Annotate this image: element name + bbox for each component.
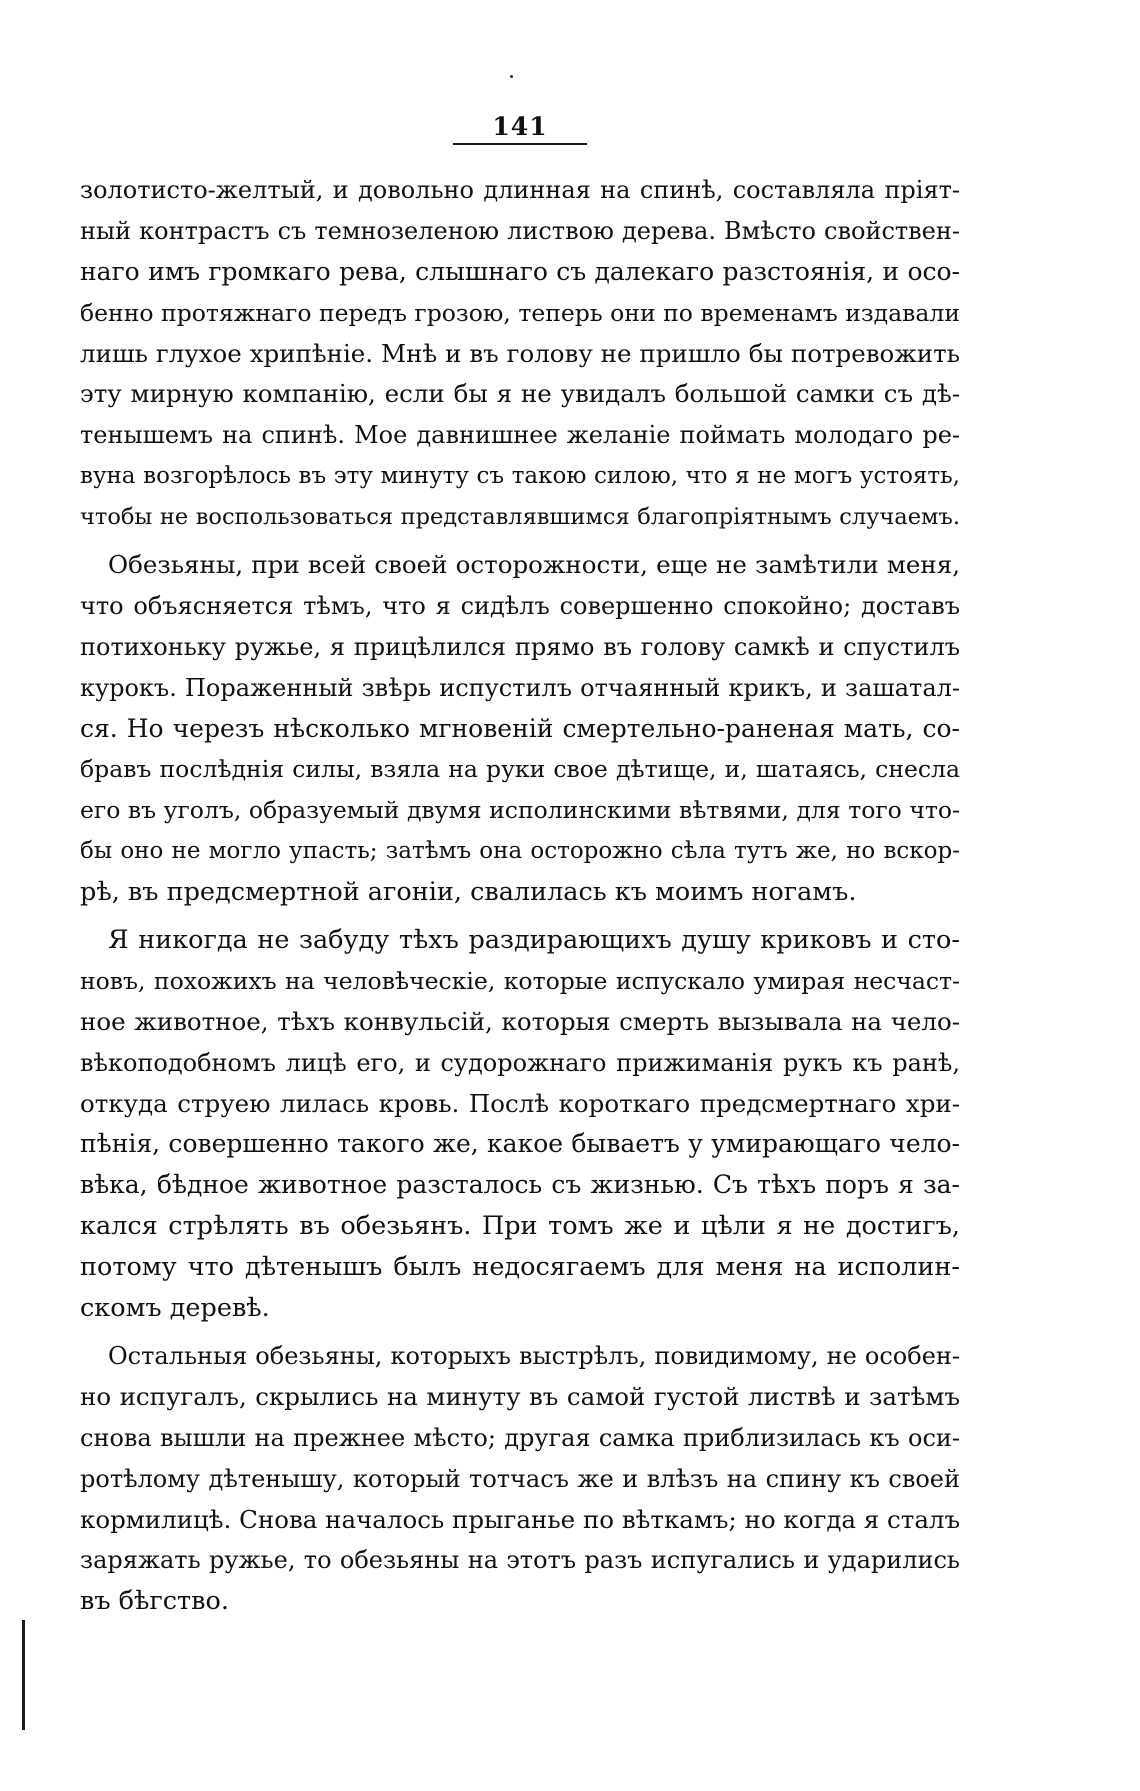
text-line: что объясняется тѣмъ, что я сидѣлъ совершенно спокойно; доставъ	[80, 591, 960, 620]
text-line: ный контрастъ съ темнозеленою листвою дерева. Вмѣсто свойствен-	[80, 216, 960, 245]
text-line: новъ, похожихъ на человѣческіе, которые испускало умирая несчаст-	[80, 966, 960, 995]
text-line: курокъ. Пораженный звѣрь испустилъ отчаянный крикъ, и зашатал-	[80, 673, 960, 702]
paragraph	[80, 920, 960, 1329]
paragraph	[80, 545, 960, 913]
text-line: кался стрѣлять въ обезьянъ. При томъ же и цѣли я не достигъ,	[80, 1211, 960, 1242]
text-line: но испугалъ, скрылись на минуту въ самой густой листвѣ и затѣмъ	[80, 1381, 960, 1411]
text-line: ся. Но черезъ нѣсколько мгновеній смертельно-раненая мать, со-	[80, 713, 960, 743]
text-line: пѣнія, совершенно такого же, какое бываетъ у умирающаго чело-	[80, 1129, 960, 1159]
text-line: вуна возгорѣлось въ эту минуту съ такою силою, что я не могъ устоять,	[80, 463, 960, 490]
text-line: рѣ, въ предсмертной агоніи, свалилась къ моимъ ногамъ.	[80, 877, 857, 908]
text-line: бы оно не могло упасть; затѣмъ она осторожно сѣла тутъ же, но вскор-	[80, 838, 960, 865]
text-line: бенно протяжнаго передъ грозою, теперь они по временамъ издавали	[80, 298, 960, 327]
margin-mark	[22, 1620, 25, 1730]
body-text	[80, 170, 960, 1622]
text-line: Я никогда не забуду тѣхъ раздирающихъ душу криковъ и сто-	[108, 925, 960, 956]
text-line: его въ уголъ, образуемый двумя исполинскими вѣтвями, для того что-	[80, 796, 960, 825]
text-line: ротѣлому дѣтенышу, который тотчасъ же и влѣзъ на спину къ своей	[80, 1464, 960, 1493]
text-line: наго имъ громкаго рева, слышнаго съ далекаго разстоянія, и осо-	[80, 256, 960, 286]
text-line: скомъ деревѣ.	[80, 1293, 270, 1324]
text-line: золотисто-желтый, и довольно длинная на спинѣ, составляла пріят-	[80, 176, 960, 204]
text-line: заряжать ружье, то обезьяны на этотъ разъ испугались и ударились	[80, 1546, 960, 1575]
text-line: потихоньку ружье, я прицѣлился прямо въ голову самкѣ и спустилъ	[80, 632, 960, 661]
text-line: вѣка, бѣдное животное разсталось съ жизнью. Съ тѣхъ поръ я за-	[80, 1170, 960, 1200]
text-line: въ бѣгство.	[80, 1586, 229, 1617]
paragraph	[80, 170, 960, 538]
print-speck	[510, 75, 513, 78]
text-line: лишь глухое хрипѣніе. Мнѣ и въ голову не пришло бы потревожить	[80, 338, 960, 368]
text-line: тенышемъ на спинѣ. Мое давнишнее желаніе поймать молодаго ре-	[80, 421, 960, 450]
text-line: Обезьяны, при всей своей осторожности, еще не замѣтили меня,	[108, 550, 960, 580]
paragraph	[80, 1336, 960, 1622]
text-line: чтобы не воспользоваться представлявшимся благопріятнымъ случаемъ.	[80, 504, 960, 531]
text-line: снова вышли на прежнее мѣсто; другая самка приблизилась къ оси-	[80, 1423, 960, 1452]
header-rule	[453, 143, 587, 145]
page-number: 141	[492, 112, 548, 141]
text-line: потому что дѣтенышъ былъ недосягаемъ для меня на исполин-	[80, 1252, 960, 1283]
text-line: вѣкоподобномъ лицѣ его, и судорожнаго прижиманія рукъ къ ранѣ,	[80, 1048, 960, 1077]
text-line: откуда струею лилась кровь. Послѣ короткаго предсмертнаго хри-	[80, 1088, 960, 1118]
text-line: кормилицѣ. Снова началось прыганье по вѣткамъ; но когда я сталъ	[80, 1504, 960, 1534]
text-line: Остальныя обезьяны, которыхъ выстрѣлъ, повидимому, не особен-	[108, 1341, 960, 1370]
text-line: бравъ послѣднія силы, взяла на руки свое дѣтище, и, шатаясь, снесла	[80, 755, 960, 784]
text-line: эту мирную компанію, если бы я не увидалъ большой самки съ дѣ-	[80, 379, 960, 409]
text-line: ное животное, тѣхъ конвульсій, которыя смерть вызывала на чело-	[80, 1006, 960, 1036]
